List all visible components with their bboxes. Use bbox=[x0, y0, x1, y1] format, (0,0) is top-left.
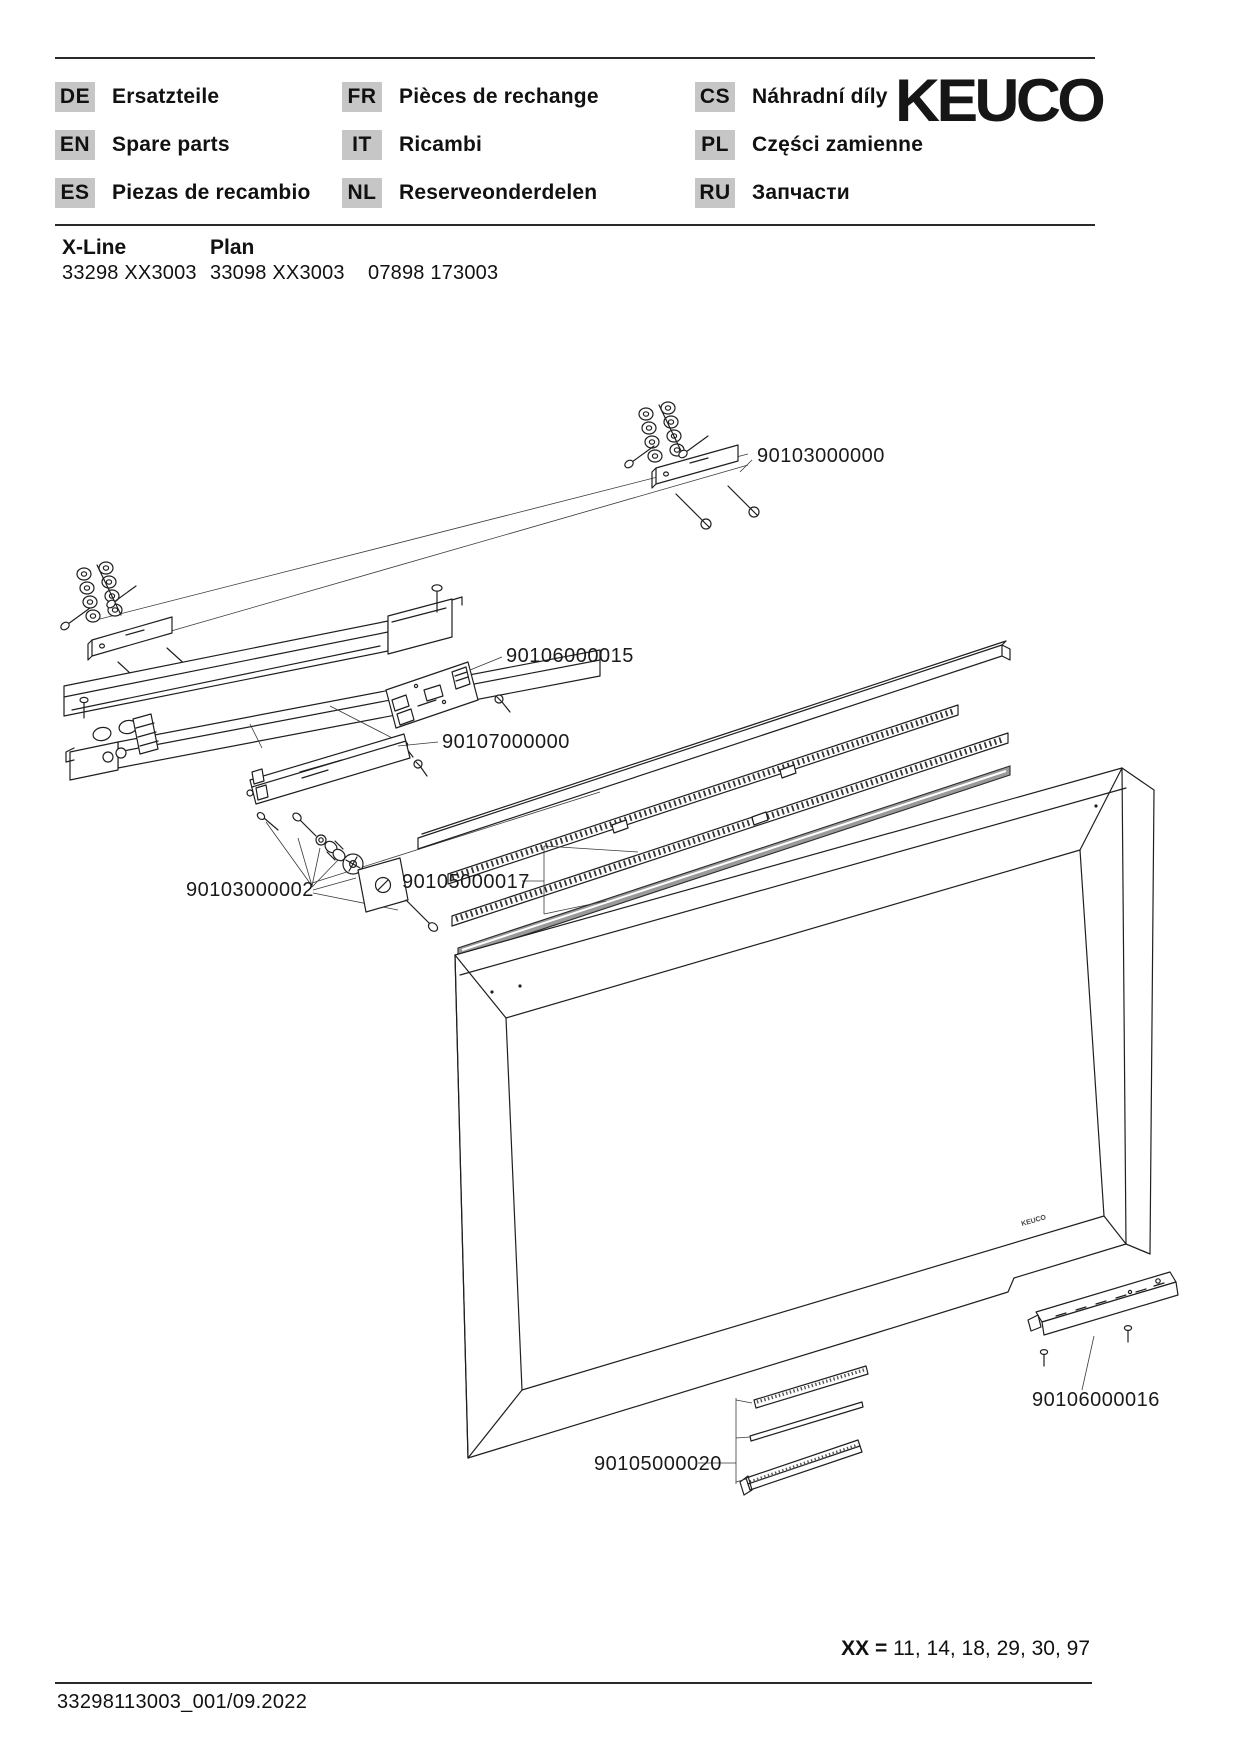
lang-label-es: Piezas de recambio bbox=[112, 181, 311, 204]
washer-stack-icon bbox=[639, 402, 684, 462]
part-label-90105000020: 90105000020 bbox=[594, 1453, 722, 1475]
lang-label-fr: Pièces de rechange bbox=[399, 85, 599, 108]
lang-label-de: Ersatzteile bbox=[112, 85, 220, 108]
lang-label-cs: Náhradní díly bbox=[752, 85, 888, 108]
lang-badge-ru: RU bbox=[695, 178, 735, 208]
keuco-logo: KEUCO bbox=[894, 67, 1102, 134]
lang-badge-nl: NL bbox=[342, 178, 382, 208]
long-screw-icon bbox=[676, 486, 759, 529]
mirror-cabinet bbox=[455, 768, 1154, 1458]
part-label-90105000017: 90105000017 bbox=[402, 871, 530, 893]
lang-label-it: Ricambi bbox=[399, 133, 483, 156]
lang-badge-it: IT bbox=[342, 130, 382, 160]
lang-label-en: Spare parts bbox=[112, 133, 230, 156]
product-number-2: 33098 XX3003 bbox=[210, 262, 345, 284]
lang-badge-pl: PL bbox=[695, 130, 735, 160]
lang-badge-fr: FR bbox=[342, 82, 382, 112]
variant-prefix: XX = bbox=[841, 1637, 888, 1660]
fixing-set-detail bbox=[256, 792, 600, 933]
part-label-90106000016: 90106000016 bbox=[1032, 1389, 1160, 1411]
series-name-xline: X-Line bbox=[62, 236, 127, 259]
series-name-plan: Plan bbox=[210, 236, 255, 259]
screw-icon bbox=[59, 586, 136, 631]
mounting-bracket-icon bbox=[652, 445, 738, 488]
lang-badge-cs: CS bbox=[695, 82, 735, 112]
part-label-90106000015: 90106000015 bbox=[506, 645, 634, 667]
footer-rule bbox=[55, 1682, 1092, 1684]
variant-codes-line bbox=[841, 1637, 1090, 1661]
lang-label-pl: Części zamienne bbox=[752, 133, 924, 156]
lang-badge-en: EN bbox=[55, 130, 95, 160]
trim-strip-set bbox=[698, 1366, 868, 1495]
cabinet-brand-mark: KEUCO bbox=[1020, 1214, 1047, 1228]
lang-badge-de: DE bbox=[55, 82, 95, 112]
product-number-3: 07898 173003 bbox=[368, 262, 499, 284]
wall-bracket-kit-right bbox=[623, 402, 759, 529]
part-label-90103000000: 90103000000 bbox=[757, 445, 885, 467]
mounting-bracket-icon bbox=[88, 617, 172, 660]
lang-label-ru: Запчасти bbox=[752, 181, 850, 204]
footer-document-id: 33298113003_001/09.2022 bbox=[57, 1691, 308, 1713]
led-driver-unit bbox=[247, 734, 438, 804]
control-strip-unit bbox=[1028, 1272, 1178, 1390]
lang-label-nl: Reserveonderdelen bbox=[399, 181, 598, 204]
variant-values: 11, 14, 18, 29, 30, 97 bbox=[893, 1637, 1090, 1660]
part-label-90103000002: 90103000002 bbox=[186, 879, 314, 901]
product-number-1: 33298 XX3003 bbox=[62, 262, 197, 284]
lang-badge-es: ES bbox=[55, 178, 95, 208]
part-label-90107000000: 90107000000 bbox=[442, 731, 570, 753]
